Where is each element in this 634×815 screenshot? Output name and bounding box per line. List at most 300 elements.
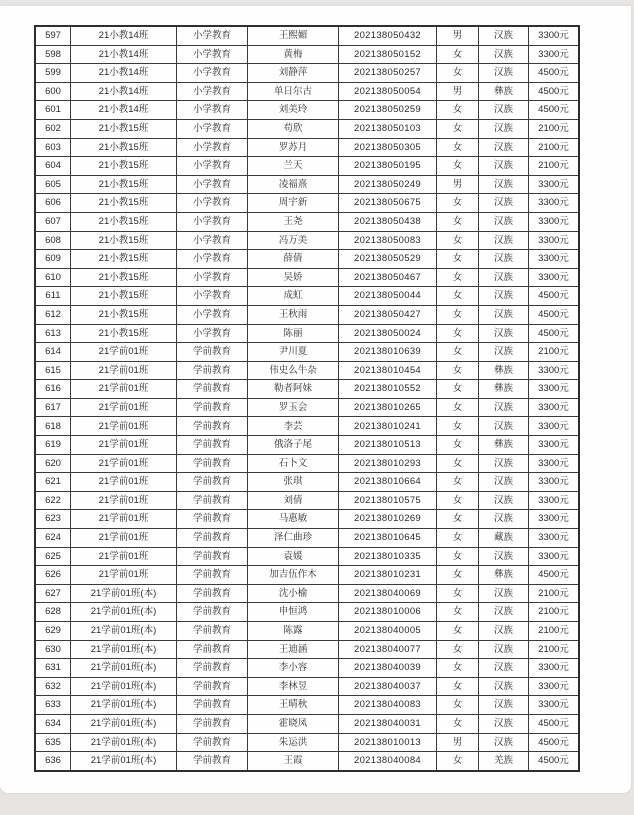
table-cell: 598 <box>35 45 71 64</box>
table-cell: 21小教14班 <box>71 45 177 64</box>
table-cell: 616 <box>35 380 71 399</box>
table-cell: 21小教15班 <box>71 287 177 306</box>
table-cell: 4500元 <box>529 733 580 752</box>
table-cell: 女 <box>437 45 479 64</box>
table-row <box>35 361 579 380</box>
table-cell: 兰天 <box>248 157 339 176</box>
table-cell: 女 <box>437 305 479 324</box>
table-cell: 小学教育 <box>177 45 248 64</box>
table-cell: 3300元 <box>529 547 580 566</box>
table-row <box>35 324 579 343</box>
table-cell: 202138010265 <box>339 398 437 417</box>
table-cell: 女 <box>437 659 479 678</box>
table-cell: 陈丽 <box>248 324 339 343</box>
table-cell: 学前教育 <box>177 491 248 510</box>
table-cell: 3300元 <box>529 510 580 529</box>
table-row <box>35 305 579 324</box>
table-row <box>35 733 579 752</box>
table-cell: 21小教15班 <box>71 305 177 324</box>
table-row <box>35 380 579 399</box>
table-cell: 女 <box>437 696 479 715</box>
table-row <box>35 566 579 585</box>
table-cell: 汉族 <box>479 398 529 417</box>
table-cell: 620 <box>35 454 71 473</box>
table-cell: 21小教15班 <box>71 324 177 343</box>
table-cell: 小学教育 <box>177 194 248 213</box>
table-cell: 4500元 <box>529 82 580 101</box>
table-cell: 凌福熹 <box>248 175 339 194</box>
table-cell: 21学前01班(本) <box>71 677 177 696</box>
table-cell: 202138010006 <box>339 603 437 622</box>
table-cell: 3300元 <box>529 659 580 678</box>
table-row <box>35 287 579 306</box>
table-cell: 马惠敏 <box>248 510 339 529</box>
table-row <box>35 640 579 659</box>
table-cell: 21学前01班(本) <box>71 584 177 603</box>
table-cell: 伟史么牛杂 <box>248 361 339 380</box>
table-cell: 202138040084 <box>339 752 437 771</box>
table-cell: 21学前01班(本) <box>71 733 177 752</box>
table-cell: 女 <box>437 138 479 157</box>
table-cell: 21学前01班 <box>71 473 177 492</box>
table-cell: 21小教15班 <box>71 194 177 213</box>
table-cell: 600 <box>35 82 71 101</box>
table-cell: 607 <box>35 212 71 231</box>
table-row <box>35 510 579 529</box>
table-cell: 女 <box>437 752 479 771</box>
table-cell: 21学前01班 <box>71 547 177 566</box>
table-cell: 学前教育 <box>177 380 248 399</box>
table-cell: 603 <box>35 138 71 157</box>
table-cell: 学前教育 <box>177 752 248 771</box>
table-cell: 202138050054 <box>339 82 437 101</box>
table-row <box>35 157 579 176</box>
table-cell: 21小教15班 <box>71 250 177 269</box>
table-cell: 4500元 <box>529 305 580 324</box>
table-row <box>35 212 579 231</box>
table-cell: 朱运洪 <box>248 733 339 752</box>
table-cell: 王熙媚 <box>248 26 339 45</box>
table-row <box>35 491 579 510</box>
table-cell: 202138050103 <box>339 119 437 138</box>
table-cell: 霍晓凤 <box>248 714 339 733</box>
table-cell: 3300元 <box>529 268 580 287</box>
table-cell: 汉族 <box>479 157 529 176</box>
table-row <box>35 473 579 492</box>
table-cell: 汉族 <box>479 250 529 269</box>
table-cell: 女 <box>437 473 479 492</box>
table-cell: 626 <box>35 566 71 585</box>
table-cell: 藏族 <box>479 529 529 548</box>
table-cell: 汉族 <box>479 659 529 678</box>
table-cell: 202138010013 <box>339 733 437 752</box>
table-row <box>35 454 579 473</box>
table-cell: 202138010454 <box>339 361 437 380</box>
table-cell: 633 <box>35 696 71 715</box>
table-cell: 3300元 <box>529 398 580 417</box>
table-cell: 202138050305 <box>339 138 437 157</box>
table-row <box>35 194 579 213</box>
table-cell: 21小教14班 <box>71 101 177 120</box>
table-cell: 4500元 <box>529 324 580 343</box>
table-cell: 学前教育 <box>177 714 248 733</box>
table-cell: 202138010513 <box>339 436 437 455</box>
table-cell: 汉族 <box>479 231 529 250</box>
table-cell: 黄梅 <box>248 45 339 64</box>
table-row <box>35 677 579 696</box>
table-cell: 4500元 <box>529 101 580 120</box>
table-cell: 4500元 <box>529 566 580 585</box>
table-cell: 羌族 <box>479 752 529 771</box>
table-row <box>35 547 579 566</box>
table-cell: 彝族 <box>479 436 529 455</box>
table-cell: 202138010269 <box>339 510 437 529</box>
table-cell: 女 <box>437 194 479 213</box>
table-cell: 21学前01班(本) <box>71 696 177 715</box>
table-cell: 612 <box>35 305 71 324</box>
table-cell: 女 <box>437 287 479 306</box>
table-cell: 汉族 <box>479 603 529 622</box>
table-cell: 刘静萍 <box>248 64 339 83</box>
table-cell: 202138050024 <box>339 324 437 343</box>
table-cell: 202138050438 <box>339 212 437 231</box>
table-cell: 2100元 <box>529 640 580 659</box>
table-cell: 汉族 <box>479 473 529 492</box>
table-cell: 汉族 <box>479 417 529 436</box>
table-cell: 学前教育 <box>177 659 248 678</box>
table-cell: 小学教育 <box>177 231 248 250</box>
table-cell: 汉族 <box>479 64 529 83</box>
table-cell: 汉族 <box>479 138 529 157</box>
table-cell: 学前教育 <box>177 398 248 417</box>
table-cell: 汉族 <box>479 454 529 473</box>
table-cell: 21小教15班 <box>71 119 177 138</box>
table-cell: 2100元 <box>529 584 580 603</box>
table-row <box>35 231 579 250</box>
table-row <box>35 119 579 138</box>
table-cell: 刘倩 <box>248 491 339 510</box>
table-cell: 21小教15班 <box>71 231 177 250</box>
table-cell: 202138050195 <box>339 157 437 176</box>
table-cell: 学前教育 <box>177 622 248 641</box>
table-cell: 学前教育 <box>177 343 248 362</box>
table-cell: 4500元 <box>529 714 580 733</box>
table-cell: 625 <box>35 547 71 566</box>
table-cell: 619 <box>35 436 71 455</box>
table-cell: 202138010552 <box>339 380 437 399</box>
table-cell: 汉族 <box>479 491 529 510</box>
table-cell: 21小教15班 <box>71 138 177 157</box>
table-cell: 605 <box>35 175 71 194</box>
table-cell: 629 <box>35 622 71 641</box>
table-cell: 615 <box>35 361 71 380</box>
table-cell: 汉族 <box>479 677 529 696</box>
table-row <box>35 659 579 678</box>
table-cell: 601 <box>35 101 71 120</box>
table-cell: 汉族 <box>479 640 529 659</box>
table-cell: 4500元 <box>529 64 580 83</box>
table-cell: 小学教育 <box>177 305 248 324</box>
table-cell: 学前教育 <box>177 454 248 473</box>
table-cell: 女 <box>437 343 479 362</box>
table-cell: 3300元 <box>529 361 580 380</box>
table-cell: 622 <box>35 491 71 510</box>
table-cell: 吴娇 <box>248 268 339 287</box>
table-cell: 3300元 <box>529 250 580 269</box>
table-row <box>35 175 579 194</box>
table-cell: 3300元 <box>529 677 580 696</box>
table-cell: 627 <box>35 584 71 603</box>
table-cell: 202138050675 <box>339 194 437 213</box>
table-cell: 202138010575 <box>339 491 437 510</box>
table-cell: 王尧 <box>248 212 339 231</box>
table-cell: 汉族 <box>479 547 529 566</box>
table-cell: 王迪涵 <box>248 640 339 659</box>
table-cell: 张琪 <box>248 473 339 492</box>
table-row <box>35 82 579 101</box>
table-cell: 202138050249 <box>339 175 437 194</box>
table-cell: 618 <box>35 417 71 436</box>
table-cell: 21小教15班 <box>71 268 177 287</box>
table-cell: 周宇新 <box>248 194 339 213</box>
table-cell: 3300元 <box>529 473 580 492</box>
table-cell: 202138050044 <box>339 287 437 306</box>
table-cell: 陈露 <box>248 622 339 641</box>
table-cell: 21学前01班 <box>71 361 177 380</box>
table-cell: 21学前01班 <box>71 398 177 417</box>
table-cell: 罗玉会 <box>248 398 339 417</box>
table-cell: 学前教育 <box>177 677 248 696</box>
table-cell: 202138040077 <box>339 640 437 659</box>
table-cell: 202138040083 <box>339 696 437 715</box>
table-cell: 21学前01班 <box>71 491 177 510</box>
table-cell: 女 <box>437 603 479 622</box>
table-cell: 加吉伍作木 <box>248 566 339 585</box>
table-cell: 汉族 <box>479 305 529 324</box>
table-cell: 石卜文 <box>248 454 339 473</box>
table-cell: 王秋雨 <box>248 305 339 324</box>
table-cell: 2100元 <box>529 157 580 176</box>
table-cell: 3300元 <box>529 491 580 510</box>
table-cell: 21小教14班 <box>71 26 177 45</box>
table-cell: 4500元 <box>529 287 580 306</box>
table-row <box>35 268 579 287</box>
table-row <box>35 26 579 45</box>
table-cell: 202138040031 <box>339 714 437 733</box>
table-cell: 李小容 <box>248 659 339 678</box>
table-cell: 汉族 <box>479 510 529 529</box>
table-cell: 202138050257 <box>339 64 437 83</box>
table-cell: 202138010664 <box>339 473 437 492</box>
table-cell: 202138050467 <box>339 268 437 287</box>
table-cell: 汉族 <box>479 45 529 64</box>
table-cell: 3300元 <box>529 212 580 231</box>
table-cell: 李林昱 <box>248 677 339 696</box>
table-row <box>35 398 579 417</box>
table-cell: 汉族 <box>479 343 529 362</box>
table-row <box>35 250 579 269</box>
table-cell: 女 <box>437 547 479 566</box>
table-cell: 21学前01班 <box>71 417 177 436</box>
table-cell: 21学前01班 <box>71 436 177 455</box>
table-cell: 彝族 <box>479 361 529 380</box>
table-cell: 女 <box>437 398 479 417</box>
document-paper <box>0 6 631 793</box>
table-cell: 汉族 <box>479 119 529 138</box>
table-cell: 女 <box>437 584 479 603</box>
table-cell: 男 <box>437 26 479 45</box>
table-cell: 21学前01班 <box>71 529 177 548</box>
table-cell: 21学前01班(本) <box>71 714 177 733</box>
table-cell: 610 <box>35 268 71 287</box>
table-cell: 202138040037 <box>339 677 437 696</box>
table-cell: 女 <box>437 380 479 399</box>
table-cell: 609 <box>35 250 71 269</box>
table-cell: 21小教15班 <box>71 212 177 231</box>
table-cell: 男 <box>437 82 479 101</box>
table-cell: 勒者阿妹 <box>248 380 339 399</box>
table-cell: 628 <box>35 603 71 622</box>
table-cell: 636 <box>35 752 71 771</box>
table-cell: 3300元 <box>529 436 580 455</box>
table-cell: 小学教育 <box>177 26 248 45</box>
table-cell: 俄洛子尾 <box>248 436 339 455</box>
table-row <box>35 584 579 603</box>
table-cell: 202138050529 <box>339 250 437 269</box>
table-cell: 202138010293 <box>339 454 437 473</box>
table-cell: 202138050427 <box>339 305 437 324</box>
table-cell: 614 <box>35 343 71 362</box>
table-cell: 606 <box>35 194 71 213</box>
table-cell: 3300元 <box>529 45 580 64</box>
table-cell: 冯万美 <box>248 231 339 250</box>
table-cell: 学前教育 <box>177 361 248 380</box>
table-cell: 学前教育 <box>177 733 248 752</box>
table-cell: 学前教育 <box>177 473 248 492</box>
table-cell: 608 <box>35 231 71 250</box>
table-cell: 21学前01班(本) <box>71 622 177 641</box>
table-cell: 汉族 <box>479 175 529 194</box>
table-cell: 3300元 <box>529 417 580 436</box>
table-cell: 3300元 <box>529 696 580 715</box>
table-cell: 李芸 <box>248 417 339 436</box>
table-cell: 21学前01班 <box>71 343 177 362</box>
table-cell: 女 <box>437 268 479 287</box>
table-cell: 泽仁曲珍 <box>248 529 339 548</box>
table-cell: 小学教育 <box>177 268 248 287</box>
table-cell: 彝族 <box>479 82 529 101</box>
table-row <box>35 714 579 733</box>
table-cell: 汉族 <box>479 268 529 287</box>
table-cell: 汉族 <box>479 584 529 603</box>
table-cell: 学前教育 <box>177 417 248 436</box>
table-cell: 小学教育 <box>177 138 248 157</box>
table-cell: 王晴秋 <box>248 696 339 715</box>
table-cell: 604 <box>35 157 71 176</box>
table-cell: 女 <box>437 324 479 343</box>
table-cell: 学前教育 <box>177 566 248 585</box>
table-cell: 申恒鸿 <box>248 603 339 622</box>
table-cell: 小学教育 <box>177 82 248 101</box>
table-cell: 202138050083 <box>339 231 437 250</box>
table-cell: 男 <box>437 175 479 194</box>
table-row <box>35 529 579 548</box>
table-cell: 202138040039 <box>339 659 437 678</box>
table-row <box>35 417 579 436</box>
table-cell: 成虹 <box>248 287 339 306</box>
table-cell: 小学教育 <box>177 287 248 306</box>
table-cell: 3300元 <box>529 26 580 45</box>
table-cell: 女 <box>437 101 479 120</box>
table-cell: 女 <box>437 212 479 231</box>
table-cell: 2100元 <box>529 622 580 641</box>
table-cell: 21学前01班(本) <box>71 603 177 622</box>
table-cell: 女 <box>437 677 479 696</box>
table-cell: 21学前01班 <box>71 510 177 529</box>
table-cell: 小学教育 <box>177 64 248 83</box>
table-cell: 薛倩 <box>248 250 339 269</box>
table-cell: 女 <box>437 119 479 138</box>
table-cell: 小学教育 <box>177 250 248 269</box>
table-cell: 630 <box>35 640 71 659</box>
table-cell: 621 <box>35 473 71 492</box>
table-cell: 女 <box>437 361 479 380</box>
table-cell: 王霞 <box>248 752 339 771</box>
table-row <box>35 436 579 455</box>
table-cell: 学前教育 <box>177 640 248 659</box>
table-cell: 彝族 <box>479 566 529 585</box>
table-cell: 202138050152 <box>339 45 437 64</box>
table-cell: 女 <box>437 622 479 641</box>
table-cell: 女 <box>437 510 479 529</box>
table-cell: 学前教育 <box>177 529 248 548</box>
table-cell: 汉族 <box>479 696 529 715</box>
table-cell: 袁媛 <box>248 547 339 566</box>
table-cell: 汉族 <box>479 324 529 343</box>
table-cell: 3300元 <box>529 175 580 194</box>
table-cell: 小学教育 <box>177 101 248 120</box>
table-cell: 汉族 <box>479 733 529 752</box>
table-cell: 602 <box>35 119 71 138</box>
table-cell: 小学教育 <box>177 212 248 231</box>
table-cell: 小学教育 <box>177 175 248 194</box>
table-cell: 202138040069 <box>339 584 437 603</box>
table-cell: 632 <box>35 677 71 696</box>
table-cell: 202138050432 <box>339 26 437 45</box>
table-cell: 202138010241 <box>339 417 437 436</box>
table-row <box>35 343 579 362</box>
table-cell: 女 <box>437 250 479 269</box>
table-cell: 202138010335 <box>339 547 437 566</box>
table-cell: 202138010639 <box>339 343 437 362</box>
table-cell: 小学教育 <box>177 119 248 138</box>
table-cell: 634 <box>35 714 71 733</box>
table-cell: 611 <box>35 287 71 306</box>
table-cell: 汉族 <box>479 714 529 733</box>
table-cell: 小学教育 <box>177 324 248 343</box>
table-cell: 202138050259 <box>339 101 437 120</box>
table-cell: 617 <box>35 398 71 417</box>
table-cell: 女 <box>437 231 479 250</box>
table-cell: 635 <box>35 733 71 752</box>
table-cell: 2100元 <box>529 603 580 622</box>
table-cell: 女 <box>437 491 479 510</box>
table-cell: 学前教育 <box>177 603 248 622</box>
table-cell: 623 <box>35 510 71 529</box>
table-cell: 女 <box>437 529 479 548</box>
table-cell: 学前教育 <box>177 436 248 455</box>
table-cell: 单日尔古 <box>248 82 339 101</box>
